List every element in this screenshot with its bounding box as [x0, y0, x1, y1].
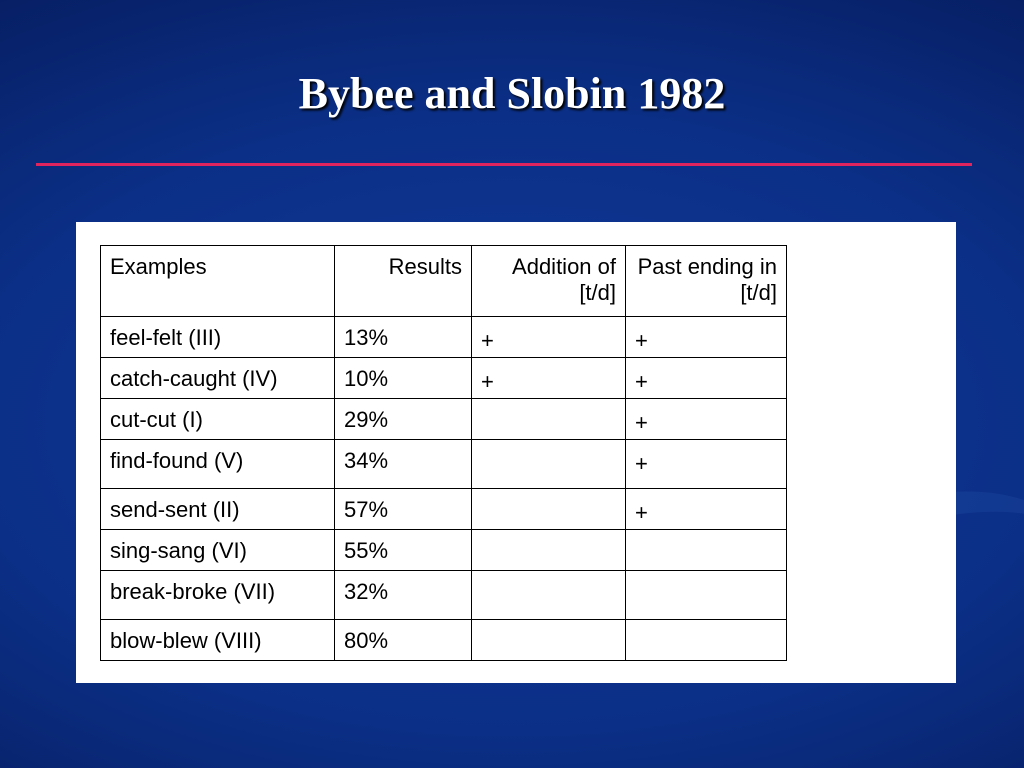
slide-title: Bybee and Slobin 1982 [298, 69, 726, 118]
cell-example: cut-cut (I) [101, 399, 335, 440]
results-table [100, 245, 787, 661]
cell-ending: + [635, 500, 648, 525]
header-examples: Examples [101, 246, 335, 317]
cell-ending: + [635, 451, 648, 476]
title-divider [36, 163, 972, 166]
cell-result: 10% [335, 358, 472, 399]
table-panel [76, 222, 956, 683]
cell-result: 57% [335, 489, 472, 530]
cell-result: 55% [335, 530, 472, 571]
table-header-row [101, 246, 787, 317]
cell-ending: + [635, 369, 648, 394]
cell-addition: + [481, 369, 494, 394]
cell-example: find-found (V) [101, 440, 335, 489]
cell-example: sing-sang (VI) [101, 530, 335, 571]
table-row [101, 317, 787, 358]
header-past-ending: Past ending in [t/d] [626, 246, 787, 317]
cell-result: 29% [335, 399, 472, 440]
cell-result: 34% [335, 440, 472, 489]
cell-example: feel-felt (III) [101, 317, 335, 358]
cell-result: 32% [335, 571, 472, 620]
cell-result: 13% [335, 317, 472, 358]
cell-example: send-sent (II) [101, 489, 335, 530]
table-row [101, 530, 787, 571]
table-row [101, 399, 787, 440]
header-results: Results [335, 246, 472, 317]
table-row [101, 571, 787, 620]
cell-ending: + [635, 328, 648, 353]
cell-example: break-broke (VII) [101, 571, 335, 620]
table-row [101, 489, 787, 530]
cell-result: 80% [335, 620, 472, 661]
cell-addition: + [481, 328, 494, 353]
cell-ending: + [635, 410, 648, 435]
cell-example: blow-blew (VIII) [101, 620, 335, 661]
cell-example: catch-caught (IV) [101, 358, 335, 399]
header-addition: Addition of [t/d] [472, 246, 626, 317]
table-row [101, 620, 787, 661]
table-row [101, 358, 787, 399]
table-row [101, 440, 787, 489]
